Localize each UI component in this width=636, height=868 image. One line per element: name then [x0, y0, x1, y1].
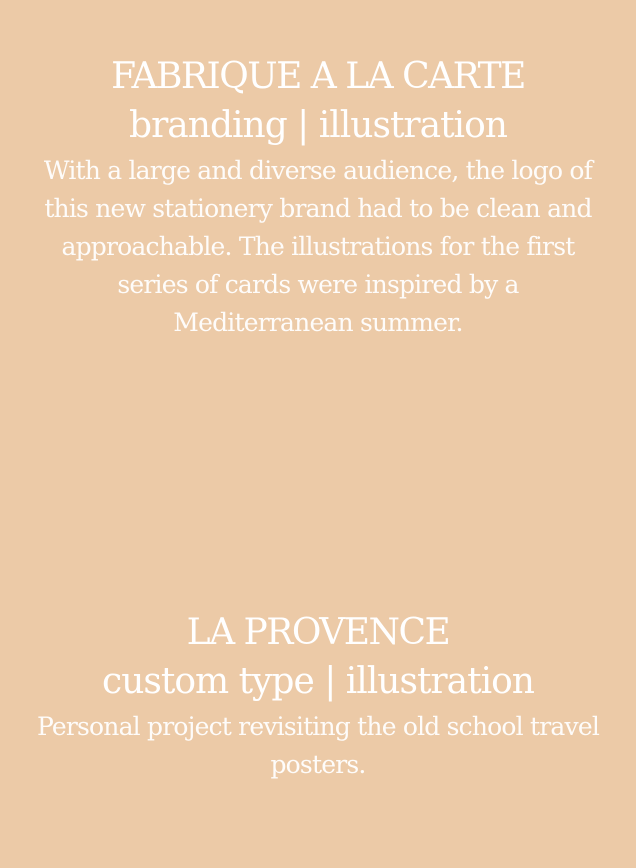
project-description: Personal project revisiting the old school travel posters. [36, 712, 600, 779]
project-title: LA PROVENCE [186, 612, 450, 653]
project-title: FABRIQUE A LA CARTE [111, 56, 525, 97]
project-fabrique-a-la-carte [0, 54, 636, 342]
project-description: With a large and diverse audience, the logo of this new stationery brand had to be clean and approachable. The illustrations for the first series of cards were inspired by a Mediterranean summer. [43, 156, 593, 337]
project-subtitle: branding | illustration [129, 105, 507, 146]
project-la-provence [0, 610, 636, 784]
project-subtitle: custom type | illustration [102, 661, 534, 702]
